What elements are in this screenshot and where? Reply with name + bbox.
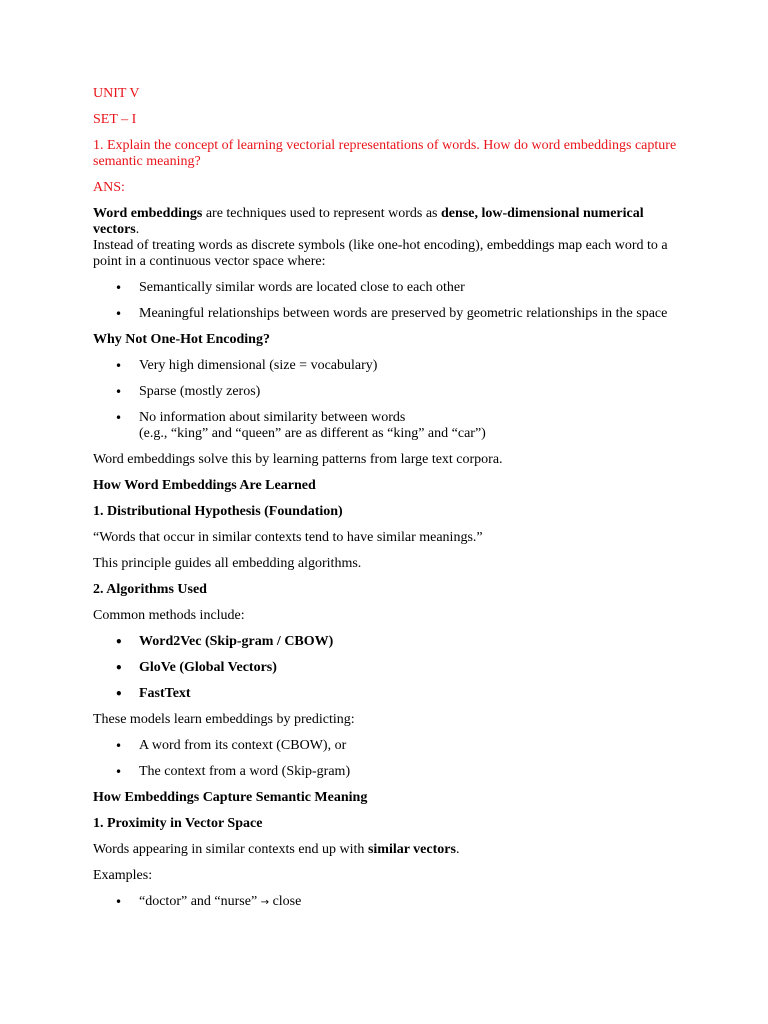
document-page [93,86,683,921]
proximity-text [93,842,683,858]
right-arrow-icon: → [260,897,270,908]
intro-mid: are techniques used to represent words as [202,206,442,221]
intro-line-2: Instead of treating words as discrete symbols (like one-hot encoding), embeddings map each word to a point in a continuous vector space where: [93,238,668,269]
proximity-emph: similar vectors [367,842,456,857]
set-title: SET – I [93,112,137,127]
list-item: • Word2Vec (Skip-gram / CBOW) [93,634,683,650]
unit-title: UNIT V [93,86,140,101]
question-text: 1. Explain the concept of learning vectorial representations of words. How do word embeddings capture semantic meaning? [93,138,677,169]
why-heading: Why Not One-Hot Encoding? [93,332,270,347]
list-item: • Semantically similar words are located close to each other [93,280,683,296]
distributional-text: This principle guides all embedding algorithms. [93,556,362,571]
why-example: (e.g., “king” and “queen” are as different as “king” and “car”) [139,426,486,441]
intro-emph: dense, low-dimensional numerical vectors [93,206,644,237]
distributional-quote: “Words that occur in similar contexts tend to have similar meanings.” [93,530,483,545]
examples-bullet-list [93,894,683,911]
predict-intro: These models learn embeddings by predicting: [93,712,355,727]
example-pre: “doctor” and “nurse” [139,894,261,909]
intro-paragraph [93,206,683,238]
algorithms-intro: Common methods include: [93,608,245,623]
capture-heading: How Embeddings Capture Semantic Meaning [93,790,368,805]
proximity-heading: 1. Proximity in Vector Space [93,816,263,831]
distributional-heading: 1. Distributional Hypothesis (Foundation) [93,504,343,519]
proximity-end: . [455,842,460,857]
list-item: • GloVe (Global Vectors) [93,660,683,676]
proximity-pre: Words appearing in similar contexts end up with [93,842,368,857]
intro-bullet-list [93,280,683,322]
list-item: • Meaningful relationships between words are preserved by geometric relationships in the space [93,306,683,322]
algorithms-heading: 2. Algorithms Used [93,582,207,597]
why-bullet-list [93,358,683,442]
solve-text: Word embeddings solve this by learning patterns from large text corpora. [93,452,503,467]
intro-term: Word embeddings [93,206,203,221]
list-item [93,894,683,911]
predict-bullet-list [93,738,683,780]
list-item: • The context from a word (Skip-gram) [93,764,683,780]
list-item: • Very high dimensional (size = vocabulary) [93,358,683,374]
list-item: • Sparse (mostly zeros) [93,384,683,400]
examples-label: Examples: [93,868,153,883]
algorithms-bullet-list [93,634,683,702]
intro-end: . [135,222,140,237]
answer-label: ANS: [93,180,125,195]
why-bullet-text: No information about similarity between words [139,410,406,425]
list-item: • FastText [93,686,683,702]
example-post: close [269,894,302,909]
list-item [93,410,683,442]
learned-heading: How Word Embeddings Are Learned [93,478,316,493]
list-item: • A word from its context (CBOW), or [93,738,683,754]
